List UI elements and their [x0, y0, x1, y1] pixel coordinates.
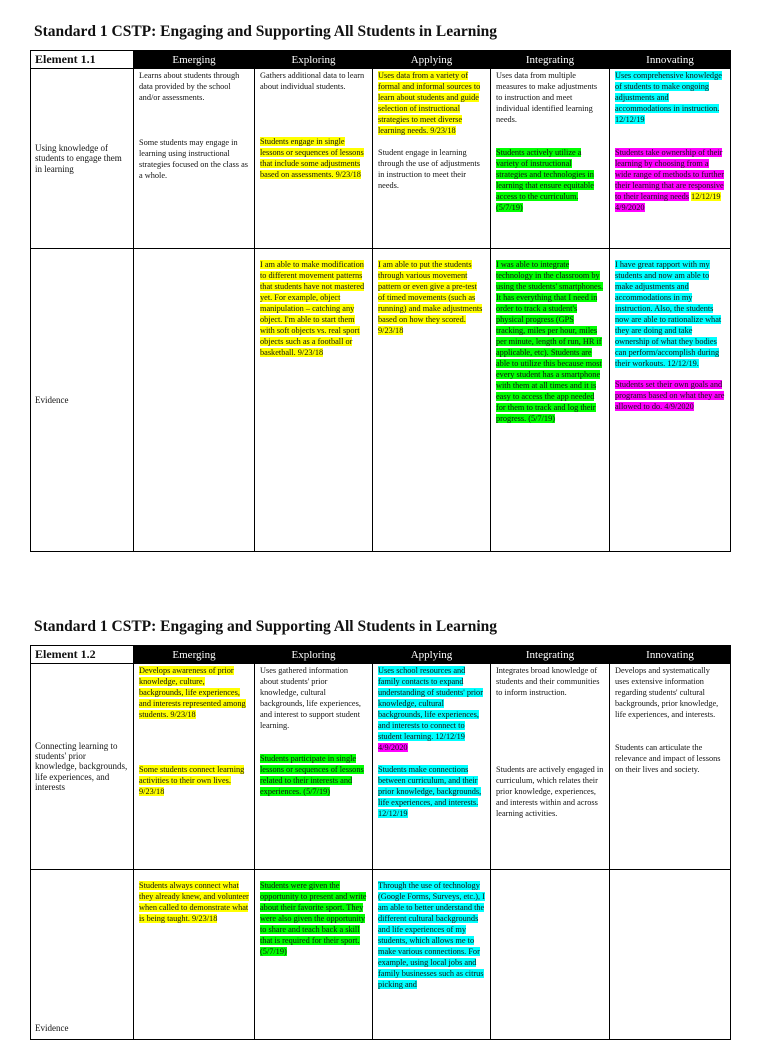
student-text: Students make connections between curriculum, and their prior knowledge, backgrounds, life experiences, and interests. 12/12/19 — [378, 765, 482, 819]
student-text: Some students may engage in learning using instructional strategies focused on the class as a whole. — [139, 138, 248, 181]
evidence-emerging — [134, 249, 255, 552]
student-text: Students are actively engaged in curriculum, which relates their prior knowledge, experiences, and interests within and across learning activities. — [496, 765, 604, 819]
evidence-applying — [373, 870, 491, 1040]
student-text: Students engage in single lessons or sequences of lessons that include some adjustments based on assessments. 9/23/18 — [260, 137, 364, 180]
header-applying: Applying — [373, 51, 491, 69]
header-innovating: Innovating — [610, 646, 731, 664]
evidence-text: I have great rapport with my students and now am able to make adjustments and accommodations in my instruction. Also, the students now are able to rationalize what they are doing and take ownership of what they bodies can perform/accomplish during their workouts. 12/12/19. — [615, 260, 722, 369]
descriptor-text: Uses school resources and family contacts to expand understanding of students' prior knowledge, cultural backgrounds, life experiences, and interests to connect to student learning. 12/12/19 — [378, 666, 483, 742]
date-text: 12/12/19 — [691, 192, 721, 202]
evidence-innovating — [610, 249, 731, 552]
student-text: Students take ownership of their learning by choosing from a wide range of methods to further their learning that are responsive to their learning needs — [615, 148, 724, 202]
row-label-evidence: Evidence — [31, 249, 134, 552]
element-label: Element 1.1 — [31, 51, 134, 69]
page-title: Standard 1 CSTP: Engaging and Supporting All Students in Learning — [34, 618, 497, 635]
student-text: Some students connect learning activities to their own lives. 9/23/18 — [139, 765, 245, 797]
evidence-text: Students always connect what they already knew, and volunteer when called to demonstrate what is being taught. 9/23/18 — [139, 881, 249, 924]
evidence-text: Students were given the opportunity to present and write about their favorite sport. They were also given the opportunity to share and teach back a skill that is required for their sport. (5/7/19) — [260, 881, 367, 957]
descriptor-text: Uses gathered information about students' prior knowledge, cultural backgrounds, life experiences, and interest to support student learning. — [260, 666, 361, 731]
header-emerging: Emerging — [134, 646, 255, 664]
evidence-text: Through the use of technology (Google Forms, Surveys, etc.), I am able to better understand the different cultural backgrounds and life experiences of my students, which allows me to make various connections. For example, using local jobs and family businesses such as citrus picking and — [378, 881, 485, 990]
row-label-connecting: Connecting learning to students' prior knowledge, backgrounds, life experiences, and interests — [31, 664, 134, 870]
student-text: Students can articulate the relevance and impact of lessons on their lives and society. — [615, 743, 721, 775]
header-emerging: Emerging — [134, 51, 255, 69]
evidence-integrating — [491, 870, 610, 1040]
page-title: Standard 1 CSTP: Engaging and Supporting All Students in Learning — [34, 23, 497, 40]
cell-emerging — [134, 664, 255, 870]
header-innovating: Innovating — [610, 51, 731, 69]
cell-integrating — [491, 664, 610, 870]
evidence-applying — [373, 249, 491, 552]
cell-innovating — [610, 664, 731, 870]
date-text: 4/9/2020 — [378, 743, 408, 753]
cell-applying — [373, 664, 491, 870]
cell-applying — [373, 69, 491, 249]
date-text: 4/9/2020 — [615, 203, 645, 213]
header-applying: Applying — [373, 646, 491, 664]
row-label-evidence: Evidence — [31, 870, 134, 1040]
descriptor-text: Learns about students through data provided by the school and/or assessments. — [139, 71, 240, 103]
descriptor-text: Uses comprehensive knowledge of students to make ongoing adjustments and accommodations in instruction. 12/12/19 — [615, 71, 722, 125]
cell-emerging — [134, 69, 255, 249]
evidence-text: Students set their own goals and programs based on what they are allowed to do. 4/9/2020 — [615, 380, 725, 412]
evidence-integrating — [491, 249, 610, 552]
descriptor-text: Integrates broad knowledge of students and their communities to inform instruction. — [496, 666, 600, 698]
descriptor-text: Gathers additional data to learn about individual students. — [260, 71, 365, 92]
rubric-table-element-1-1 — [30, 50, 731, 552]
evidence-emerging — [134, 870, 255, 1040]
evidence-innovating — [610, 870, 731, 1040]
cell-exploring — [255, 664, 373, 870]
evidence-text: I am able to put the students through various movement pattern or even give a pre-test of timed movements (such as running) and make adjustments based on how they scored. 9/23/18 — [378, 260, 483, 336]
evidence-exploring — [255, 870, 373, 1040]
descriptor-text: Develops and systematically uses extensive information regarding students' cultural backgrounds, prior knowledge, life experiences, and interests. — [615, 666, 719, 720]
header-integrating: Integrating — [491, 51, 610, 69]
rubric-table-element-1-2 — [30, 645, 731, 1040]
row-label-knowledge: Using knowledge of students to engage them in learning — [31, 69, 134, 249]
student-text: Students participate in single lessons or sequences of lessons related to their interests and experiences. (5/7/19) — [260, 754, 364, 797]
evidence-text: I am able to make modification to different movement patterns that students have not mastered yet. For example, object manipulation – catching any object. I'm able to start them with soft objects vs. real sport objects such as a football or basketball. 9/23/18 — [260, 260, 365, 358]
cell-exploring — [255, 69, 373, 249]
header-exploring: Exploring — [255, 51, 373, 69]
student-text: Students actively utilize a variety of instructional strategies and technologies in learning that ensure equitable access to the curriculum. (5/7/19) — [496, 148, 594, 213]
cell-integrating — [491, 69, 610, 249]
header-integrating: Integrating — [491, 646, 610, 664]
descriptor-text: Uses data from multiple measures to make adjustments to instruction and meet individual identified learning needs. — [496, 71, 598, 125]
evidence-text: I was able to integrate technology in the classroom by using the students' smartphones. It has everything that I need in order to track a student's physical progress (GPS tracking, miles per hour, miles per minute, length of run, HR if applicable, etc). Students are able to utilize this because most every student has a smartphone with them at all times and it is easy to access the app needed for them to track and log their progress. (5/7/19) — [496, 260, 604, 424]
student-text: Student engage in learning through the use of adjustments in instruction to meet their needs. — [378, 148, 480, 191]
element-label: Element 1.2 — [31, 646, 134, 664]
header-exploring: Exploring — [255, 646, 373, 664]
descriptor-text: Uses data from a variety of formal and informal sources to learn about students and guide selection of instructional strategies to meet diverse learning needs. 9/23/18 — [378, 71, 481, 136]
cell-innovating — [610, 69, 731, 249]
evidence-exploring — [255, 249, 373, 552]
descriptor-text: Develops awareness of prior knowledge, culture, backgrounds, life experiences, and interests represented among students. 9/23/18 — [139, 666, 246, 720]
